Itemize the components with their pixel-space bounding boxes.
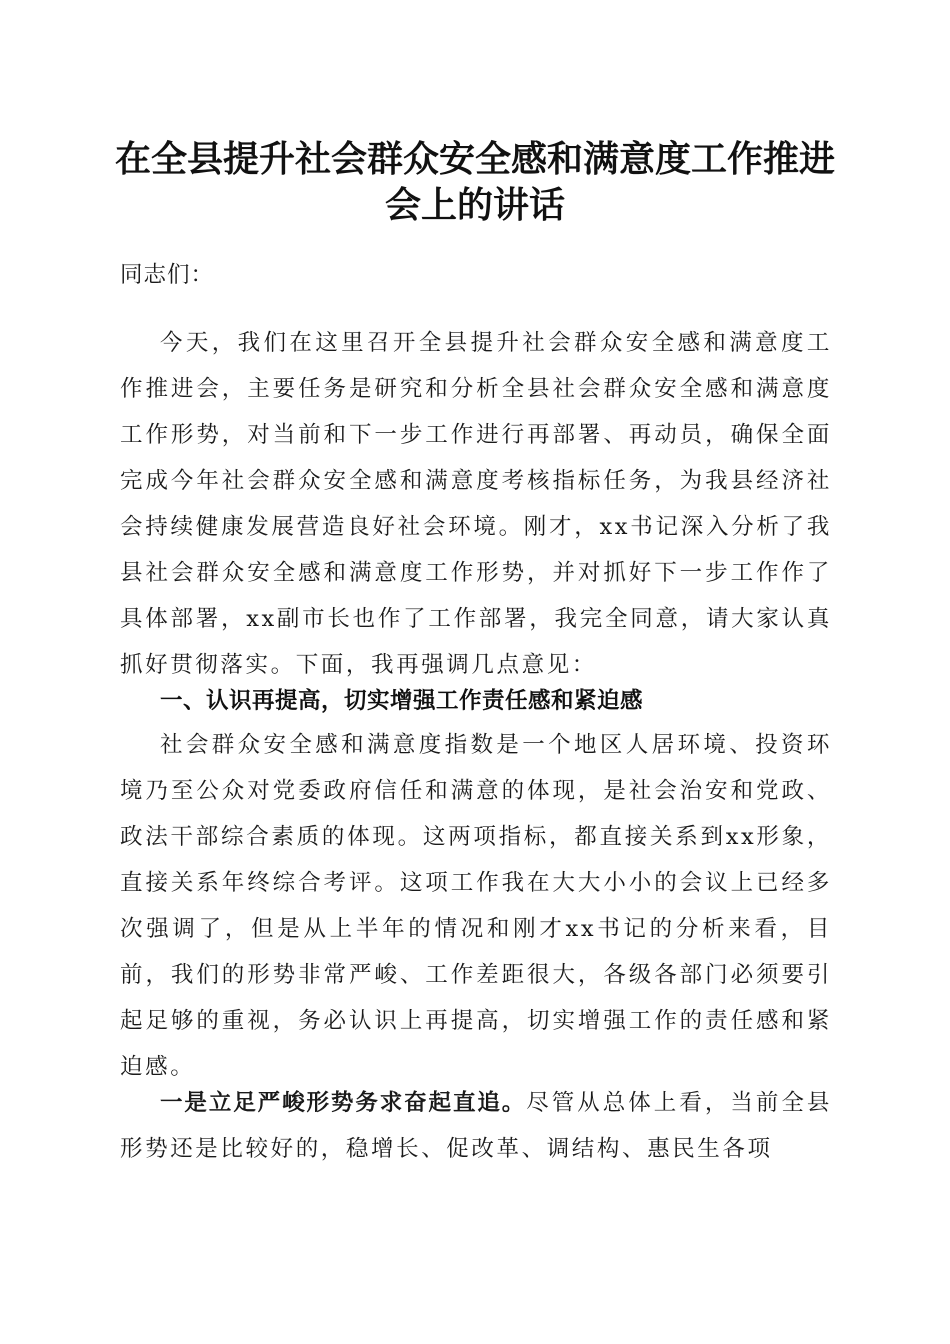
document-title-line-2: 会上的讲话 [384,184,565,226]
paragraph-point-1-text: 尽管从总体上看，当前全县形势还是比较好的，稳增长、促改革、调结构、惠民生各项 [120,1090,832,1162]
paragraph-intro: 今天，我们在这里召开全县提升社会群众安全感和满意度工作推进会，主要任务是研究和分析全县社会群众安全感和满意度工作形势，对当前和下一步工作进行再部署、再动员，确保全面完成今年社会群众安全感和满意度考核指标任务，为我县经济社会持续健康发展营造良好社会环境。刚才，xx书记深入分析了我县社会群众安全感和满意度工作形势，并对抓好下一步工作作了具体部署，xx副市长也作了工作部署，我完全同意，请大家认真抓好贯彻落实。下面，我再强调几点意见： [120,330,832,678]
salutation: 同志们： [120,262,215,288]
paragraph-section-1: 社会群众安全感和满意度指数是一个地区人居环境、投资环境乃至公众对党委政府信任和满意的体现，是社会治安和党政、政法干部综合素质的体现。这两项指标，都直接关系到xx形象，直接关系年终综合考评。这项工作我在大大小小的会议上已经多次强调了，但是从上半年的情况和刚才xx书记的分析来看，目前，我们的形势非常严峻、工作差距很大，各级各部门必须要引起足够的重视，务必认识上再提高，切实增强工作的责任感和紧迫感。 [120,732,832,1080]
paragraph-point-1 [120,1080,832,1172]
section-heading-1: 一、认识再提高，切实增强工作责任感和紧迫感 [160,688,644,714]
paragraph-point-1-lead: 一是立足严峻形势务求奋起直追。 [160,1090,527,1116]
document-title-line-1: 在全县提升社会群众安全感和满意度工作推进 [114,138,835,180]
